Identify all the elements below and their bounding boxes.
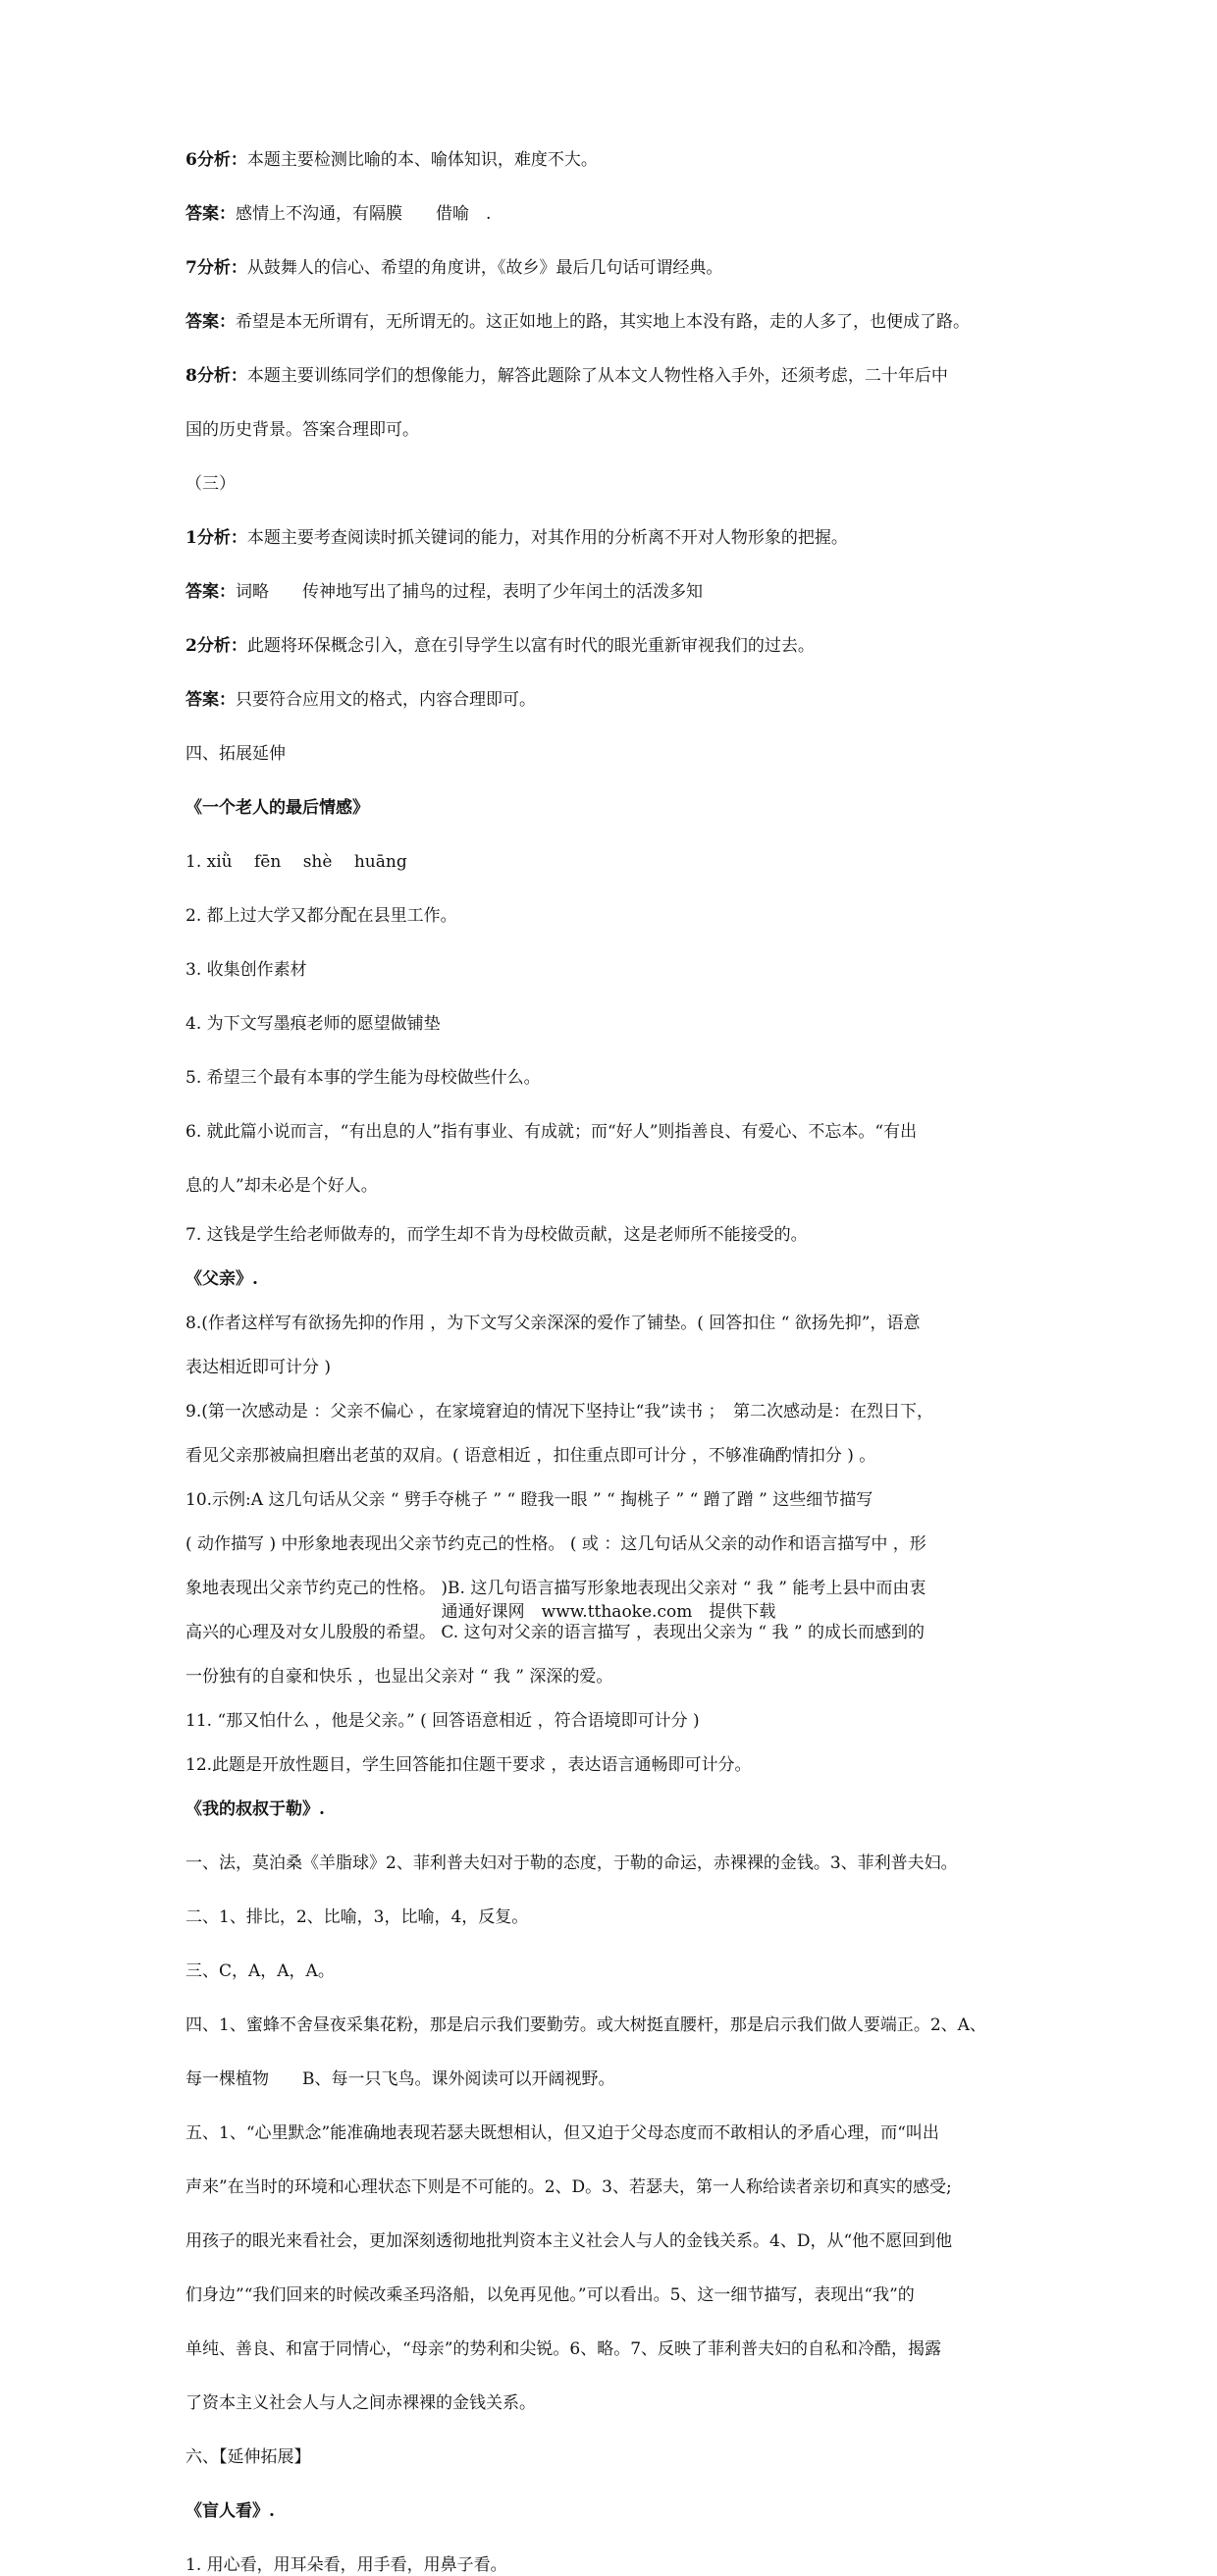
line-text: 息的人”却未必是个好人。 bbox=[185, 1176, 378, 1196]
text-line bbox=[185, 1960, 1041, 1982]
text-line bbox=[185, 1622, 1041, 1643]
text-line bbox=[185, 1013, 1041, 1035]
line-text: 声来”在当时的环境和心理状态下则是不可能的。2、D。3、若瑟夫，第一人称给读者亲切和真实的感受; bbox=[185, 2177, 952, 2197]
line-text: 9.(第一次感动是 ：父亲不偏心 ，在家境窘迫的情况下坚持让“我”读书 ； 第二次感动是：在烈日下， bbox=[185, 1402, 933, 1422]
text-line bbox=[185, 203, 1041, 225]
line-text: 此题将环保概念引入，意在引导学生以富有时代的眼光重新审视我们的过去。 bbox=[246, 636, 815, 656]
text-line bbox=[185, 365, 1041, 387]
section-title bbox=[185, 797, 1041, 819]
line-label: 1分析： bbox=[185, 528, 247, 548]
line-text: 8.(作者这样写有欲扬先抑的作用 ，为下文写父亲深深的爱作了铺垫。( 回答扣住 “ 欲扬先抑”，语意 bbox=[185, 1314, 921, 1333]
line-text: 12.此题是开放性题目，学生回答能扣住题干要求 ，表达语言通畅即可计分。 bbox=[185, 1755, 752, 1775]
line-text: 六、【延伸拓展】 bbox=[185, 2447, 311, 2467]
text-line bbox=[185, 689, 1041, 711]
line-label: 6分析： bbox=[185, 150, 247, 170]
line-text: 看见父亲那被扁担磨出老茧的双肩。( 语意相近 ，扣住重点即可计分 ，不够准确酌情扣分 ) 。 bbox=[185, 1446, 876, 1466]
text-line bbox=[185, 419, 1041, 441]
line-text: 本题主要考查阅读时抓关键词的能力，对其作用的分析离不开对人物形象的把握。 bbox=[246, 528, 848, 548]
line-text: 本题主要训练同学们的想像能力，解答此题除了从本文人物性格入手外，还须考虑，二十年后中 bbox=[246, 366, 948, 386]
line-text: 单纯、善良、和富于同情心，“母亲”的势利和尖锐。6、略。7、反映了菲利普夫妇的自私和冷酷，揭露 bbox=[185, 2339, 942, 2359]
section-title bbox=[185, 1268, 1041, 1290]
line-text: ( 动作描写 ) 中形象地表现出父亲节约克己的性格。 ( 或 ：这几句话从父亲的动作和语言描写中 ，形 bbox=[185, 1534, 926, 1554]
line-text: 4. 为下文写墨痕老师的愿望做铺垫 bbox=[185, 1014, 441, 1034]
section-title bbox=[185, 2500, 1041, 2522]
line-label: 答案： bbox=[185, 582, 236, 602]
text-line bbox=[185, 2338, 1041, 2360]
text-line bbox=[185, 635, 1041, 657]
text-line bbox=[185, 257, 1041, 279]
text-line bbox=[185, 581, 1041, 603]
line-text: 词略 传神地写出了捕鸟的过程，表明了少年闰土的活泼多知 bbox=[236, 582, 703, 602]
line-label: 《盲人看》. bbox=[185, 2501, 275, 2521]
line-text: 2. 都上过大学又都分配在县里工作。 bbox=[185, 906, 457, 926]
line-text: 一、法，莫泊桑《羊脂球》2、菲利普夫妇对于勒的态度，于勒的命运，赤裸裸的金钱。3、菲利普夫妇。 bbox=[185, 1853, 958, 1873]
line-text: 四、拓展延伸 bbox=[185, 744, 286, 764]
text-line bbox=[185, 1710, 1041, 1732]
text-line bbox=[185, 1121, 1041, 1143]
answer-content bbox=[185, 149, 1041, 2576]
text-line bbox=[185, 1578, 1041, 1599]
text-line bbox=[185, 1906, 1041, 1928]
line-text: 表达相近即可计分 ) bbox=[185, 1358, 332, 1377]
line-text: 1. xiǜ fēn shè huāng bbox=[185, 852, 407, 872]
text-line bbox=[185, 743, 1041, 765]
line-text: 三、C，A，A，A。 bbox=[185, 1961, 335, 1981]
line-text: 感情上不沟通，有隔膜 借喻 . bbox=[236, 204, 492, 224]
text-line bbox=[185, 1401, 1041, 1422]
line-text: 只要符合应用文的格式，内容合理即可。 bbox=[236, 690, 536, 710]
line-label: 8分析： bbox=[185, 366, 247, 386]
text-line bbox=[185, 2014, 1041, 2036]
line-text: 3. 收集创作素材 bbox=[185, 960, 307, 980]
text-line bbox=[185, 905, 1041, 927]
text-line bbox=[185, 2122, 1041, 2144]
text-line bbox=[185, 1175, 1041, 1197]
line-text: 1. 用心看，用耳朵看，用手看，用鼻子看。 bbox=[185, 2555, 507, 2575]
text-line bbox=[185, 1445, 1041, 1467]
text-line bbox=[185, 1224, 1041, 1246]
line-label: 《父亲》. bbox=[185, 1269, 258, 1289]
line-text: 6. 就此篇小说而言，“有出息的人”指有事业、有成就；而“好人”则指善良、有爱心、不忘本。“有出 bbox=[185, 1122, 918, 1142]
line-text: 国的历史背景。答案合理即可。 bbox=[185, 420, 419, 440]
text-line bbox=[185, 1489, 1041, 1511]
text-line bbox=[185, 1666, 1041, 1688]
line-text: 本题主要检测比喻的本、喻体知识，难度不大。 bbox=[246, 150, 598, 170]
line-text: 五、1、“心里默念”能准确地表现若瑟夫既想相认，但又迫于父母态度而不敢相认的矛盾心理，而“叫出 bbox=[185, 2123, 939, 2143]
line-text: 希望是本无所谓有，无所谓无的。这正如地上的路，其实地上本没有路，走的人多了，也便成了路。 bbox=[236, 312, 970, 332]
text-line bbox=[185, 1852, 1041, 1874]
text-line bbox=[185, 1357, 1041, 1378]
text-line bbox=[185, 473, 1041, 495]
line-text: 们身边”“我们回来的时候改乘圣玛洛船，以免再见他。”可以看出。5、这一细节描写，表现出“我”的 bbox=[185, 2285, 915, 2305]
text-line bbox=[185, 2284, 1041, 2306]
line-text: 每一棵植物 B、每一只飞鸟。课外阅读可以开阔视野。 bbox=[185, 2069, 615, 2089]
line-text: 二、1、排比，2、比喻，3，比喻，4，反复。 bbox=[185, 1907, 529, 1927]
page-footer: 通通好课网 www.tthaoke.com 提供下载 bbox=[441, 1602, 776, 1622]
line-text: 10.示例:A 这几句话从父亲 “ 劈手夺桃子 ” “ 瞪我一眼 ” “ 掏桃子 ” “ 蹭了蹭 ” 这些细节描写 bbox=[185, 1490, 873, 1510]
text-line bbox=[185, 311, 1041, 333]
text-line bbox=[185, 959, 1041, 981]
line-label: 《我的叔叔于勒》. bbox=[185, 1799, 325, 1819]
text-line bbox=[185, 1533, 1041, 1555]
line-text: 用孩子的眼光来看社会，更加深刻透彻地批判资本主义社会人与人的金钱关系。4、D，从“他不愿回到他 bbox=[185, 2231, 953, 2251]
line-label: 2分析： bbox=[185, 636, 247, 656]
line-text: 高兴的心理及对女儿殷殷的希望。 C. 这句对父亲的语言描写 ，表现出父亲为 “ 我 ” 的成长而感到的 bbox=[185, 1623, 926, 1642]
text-line bbox=[185, 2446, 1041, 2468]
text-line bbox=[185, 2554, 1041, 2576]
text-line bbox=[185, 2176, 1041, 2198]
text-line bbox=[185, 2392, 1041, 2414]
line-text: 7. 这钱是学生给老师做寿的，而学生却不肯为母校做贡献，这是老师所不能接受的。 bbox=[185, 1225, 808, 1245]
text-line bbox=[185, 2230, 1041, 2252]
line-label: 答案： bbox=[185, 204, 236, 224]
line-text: （三） bbox=[185, 474, 236, 494]
text-line bbox=[185, 1313, 1041, 1334]
text-line bbox=[185, 1754, 1041, 1776]
line-text: 四、1、蜜蜂不舍昼夜采集花粉，那是启示我们要勤劳。或大树挺直腰杆，那是启示我们做人要端正。2、A、 bbox=[185, 2015, 986, 2035]
text-line bbox=[185, 527, 1041, 549]
line-label: 《一个老人的最后情感》 bbox=[185, 798, 369, 818]
section-title bbox=[185, 1798, 1041, 1820]
line-text: 从鼓舞人的信心、希望的角度讲，《故乡》最后几句话可谓经典。 bbox=[246, 258, 723, 278]
line-label: 答案： bbox=[185, 690, 236, 710]
line-label: 答案： bbox=[185, 312, 236, 332]
line-label: 7分析： bbox=[185, 258, 247, 278]
line-text: 11. “那又怕什么 ，他是父亲。” ( 回答语意相近 ，符合语境即可计分 ) bbox=[185, 1711, 700, 1731]
line-text: 了资本主义社会人与人之间赤裸裸的金钱关系。 bbox=[185, 2393, 536, 2413]
text-line bbox=[185, 851, 1041, 873]
text-line bbox=[185, 1067, 1041, 1089]
text-line bbox=[185, 2068, 1041, 2090]
line-text: 象地表现出父亲节约克己的性格。 )B. 这几句语言描写形象地表现出父亲对 “ 我 ” 能考上县中而由衷 bbox=[185, 1579, 926, 1598]
text-line bbox=[185, 149, 1041, 171]
line-text: 一份独有的自豪和快乐 ，也显出父亲对 “ 我 ” 深深的爱。 bbox=[185, 1667, 613, 1687]
line-text: 5. 希望三个最有本事的学生能为母校做些什么。 bbox=[185, 1068, 541, 1088]
